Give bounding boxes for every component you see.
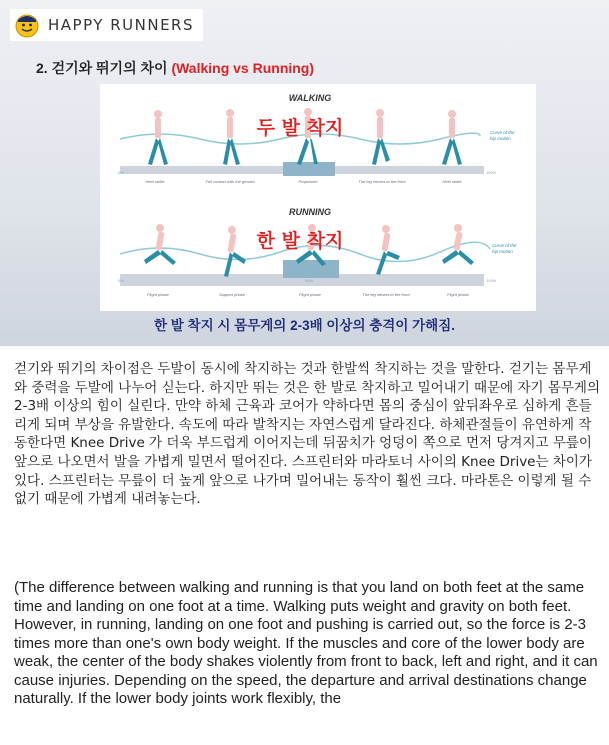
running-phase-3: Flight phase <box>299 292 321 297</box>
slide-title-prefix: 2. 걷기와 뛰기의 차이 <box>36 60 172 76</box>
running-highlight-block <box>283 260 339 278</box>
runner-figure-1 <box>144 224 176 265</box>
slide-title <box>36 58 314 78</box>
runner-figure-2 <box>224 226 246 277</box>
brand-name: HAPPY RUNNERS <box>48 16 194 34</box>
walking-phase-1: Heel strike <box>145 179 165 184</box>
running-pct-left: 0% <box>118 278 124 283</box>
walker-figure-2 <box>223 109 240 165</box>
walker-figure-1 <box>148 110 168 165</box>
runner-figure-4 <box>376 225 400 275</box>
brand-logo[interactable] <box>10 9 203 41</box>
walking-overlay-text: 두 발 착지 <box>256 117 344 139</box>
walking-phase-5: Heel strike <box>442 179 462 184</box>
running-phase-4: The leg returns to the front <box>362 292 410 297</box>
walking-pct-left: 0% <box>118 170 124 175</box>
running-phase-2: Support phase <box>218 292 246 297</box>
slide-title-highlight: (Walking vs Running) <box>171 60 315 76</box>
smiley-runner-logo-icon <box>14 12 40 38</box>
running-overlay-text: 한 발 착지 <box>256 230 344 252</box>
walking-phase-3: Propulsion <box>298 179 318 184</box>
walking-phase-2: Full contact with the ground <box>205 179 255 184</box>
walking-highlight-block <box>283 162 335 176</box>
running-phase-5: Flight phase <box>447 292 469 297</box>
slide-caption: 한 발 착지 시 몸무게의 2-3배 이상의 충격이 가해짐. <box>153 318 456 333</box>
article-body <box>14 360 601 707</box>
runner-figure-5 <box>442 224 474 265</box>
korean-paragraph: 걷기와 뛰기의 차이점은 두발이 동시에 착지하는 것과 한발씩 착지하는 것을 말한다. 걷기는 몸무게와 중력을 두발에 나누어 싣는다. 하지만 뛰는 것은 한 발로 착지하고 밀어내기 때문에 자기 몸무게의 2-3배 이상의 힘이 실린다. 만약 하체 근육과 코어가 약하다면 몸의 중심이 앞뒤좌우로 심하게 흔들리게 되며 부상을 유발한다. 속도에 따라 발착지는 자연스럽게 달라진다. 하체관절들이 유연하게 작동한다면 Knee Drive 가 더욱 부드럽게 이어지는데 뒤꿈치가 엉덩이 쪽으로 먼저 당겨지고 무릎이 앞으로 나오면서 발을 가볍게 밀면서 떨어진다. 스프린터와 마라토너 사이의 Knee Drive는 차이가 있다. 스프린터는 무릎이 더 높게 앞으로 나가며 밀어내는 동작이 훨씬 크다. 마라톤은 이렇게 될 수 없기 때문에 가볍게 내려놓는다. <box>14 361 601 508</box>
english-paragraph: (The difference between walking and running is that you land on both feet at the same time and landing on one foot at a time. Walking puts weight and gravity on both feet. However, in running, landing on one foot and pushing is carried out, so the force is 2-3 times more than one's own body weight. If the muscles and core of the lower body are weak, the center of the body shakes violently from front to back, left and right, and it can cause injuries. Depending on the speed, the departure and arrival destinations change naturally. If the lower body joints work flexibly, the <box>14 579 598 707</box>
walking-side-label-1: Curve of the <box>490 130 515 135</box>
gait-diagram-panel <box>100 84 536 311</box>
walking-heading: WALKING <box>288 93 332 103</box>
running-pct-mid: 50% <box>305 278 314 283</box>
running-side-label-2: hip motion <box>492 249 513 254</box>
walker-figure-4 <box>372 109 390 165</box>
running-side-label-1: Curve of the <box>492 243 517 248</box>
walking-side-label-2: hip motion <box>490 136 511 141</box>
slide-image <box>0 0 609 346</box>
running-heading: RUNNING <box>289 207 331 217</box>
running-phase-1: Flight phase <box>147 292 169 297</box>
walking-phase-4: The leg returns to the front <box>358 179 406 184</box>
running-pct-right: 100% <box>486 278 497 283</box>
gait-diagram <box>100 84 536 311</box>
walking-pct-right: 100% <box>486 170 497 175</box>
